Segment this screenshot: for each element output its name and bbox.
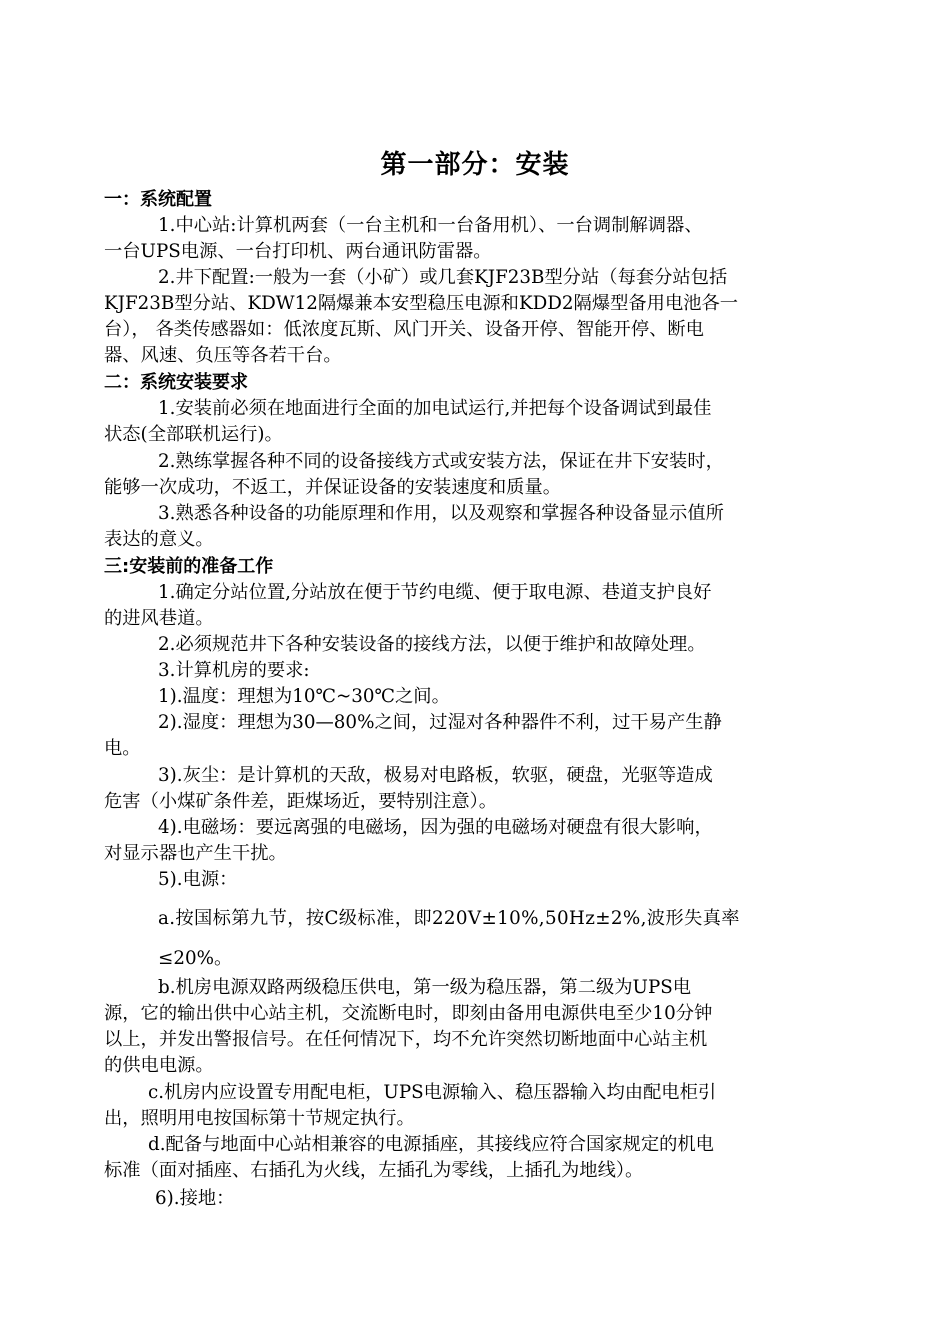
paragraph-line: 4).电磁场：要远离强的电磁场，因为强的电磁场对硬盘有很大影响， [158, 817, 713, 838]
paragraph-line: 2.井下配置:一般为一套（小矿）或几套KJF23B型分站（每套分站包括 [158, 267, 728, 288]
paragraph-line: a.按国标第九节，按C级标准，即220V±10%,50Hz±2%,波形失真率 [158, 908, 740, 929]
paragraph-line: 1.确定分站位置,分站放在便于节约电缆、便于取电源、巷道支护良好 [158, 582, 712, 603]
paragraph-line: c.机房内应设置专用配电柜，UPS电源输入、稳压器输入均由配电柜引 [148, 1082, 717, 1103]
paragraph-line: 3).灰尘：是计算机的天敌，极易对电路板，软驱，硬盘，光驱等造成 [158, 765, 713, 786]
section-heading-3: 三:安装前的准备工作 [104, 556, 274, 577]
paragraph-line: 台）， 各类传感器如：低浓度瓦斯、风门开关、设备开停、智能开停、断电 [104, 319, 704, 340]
paragraph-line: 2.熟练掌握各种不同的设备接线方式或安装方法，保证在井下安装时， [158, 451, 724, 472]
paragraph-line: 6).接地： [155, 1188, 235, 1209]
paragraph-line: 对显示器也产生干扰。 [104, 843, 287, 864]
paragraph-line: 5).电源： [158, 869, 238, 890]
paragraph-line: 标准（面对插座、右插孔为火线，左插孔为零线，上插孔为地线）。 [104, 1160, 644, 1181]
paragraph-line: 1.安装前必须在地面进行全面的加电试运行,并把每个设备调试到最佳 [158, 398, 712, 419]
paragraph-line: 以上，并发出警报信号。在任何情况下，均不允许突然切断地面中心站主机 [104, 1029, 708, 1050]
paragraph-line: 1.中心站:计算机两套（一台主机和一台备用机）、一台调制解调器、 [158, 215, 703, 236]
paragraph-line: 1).温度：理想为10℃~30℃之间。 [158, 686, 450, 707]
paragraph-line: 源，它的输出供中心站主机，交流断电时，即刻由备用电源供电至少10分钟 [104, 1003, 713, 1024]
paragraph-line: ≤20%。 [158, 948, 233, 969]
paragraph-line: KJF23B型分站、KDW12隔爆兼本安型稳压电源和KDD2隔爆型备用电池各一 [104, 293, 739, 314]
paragraph-line: 3.熟悉各种设备的功能原理和作用，以及观察和掌握各种设备显示值所 [158, 503, 724, 524]
paragraph-line: 2.必须规范井下各种安装设备的接线方法，以便于维护和故障处理。 [158, 634, 706, 655]
paragraph-line: d.配备与地面中心站相兼容的电源插座，其接线应符合国家规定的机电 [148, 1134, 714, 1155]
section-heading-2: 二：系统安装要求 [104, 372, 248, 393]
paragraph-line: 的供电电源。 [104, 1055, 214, 1076]
paragraph-line: 的进风巷道。 [104, 608, 214, 629]
paragraph-line: 能够一次成功，不返工，并保证设备的安装速度和质量。 [104, 477, 562, 498]
paragraph-line: 表达的意义。 [104, 529, 214, 550]
paragraph-line: 器、风速、负压等各若干台。 [104, 345, 342, 366]
paragraph-line: 3.计算机房的要求: [158, 660, 310, 681]
paragraph-line: 出，照明用电按国标第十节规定执行。 [104, 1108, 415, 1129]
paragraph-line: 危害（小煤矿条件差，距煤场近，要特别注意）。 [104, 791, 498, 812]
paragraph-line: 2).湿度：理想为30—80%之间，过湿对各种器件不利，过干易产生静 [158, 712, 722, 733]
section-heading-1: 一：系统配置 [104, 189, 212, 210]
paragraph-line: 一台UPS电源、一台打印机、两台通讯防雷器。 [104, 241, 492, 262]
page-title: 第一部分：安装 [380, 150, 570, 180]
paragraph-line: 状态(全部联机运行)。 [104, 424, 283, 445]
paragraph-line: b.机房电源双路两级稳压供电，第一级为稳压器，第二级为UPS电 [158, 977, 692, 998]
paragraph-line: 电。 [104, 738, 141, 759]
